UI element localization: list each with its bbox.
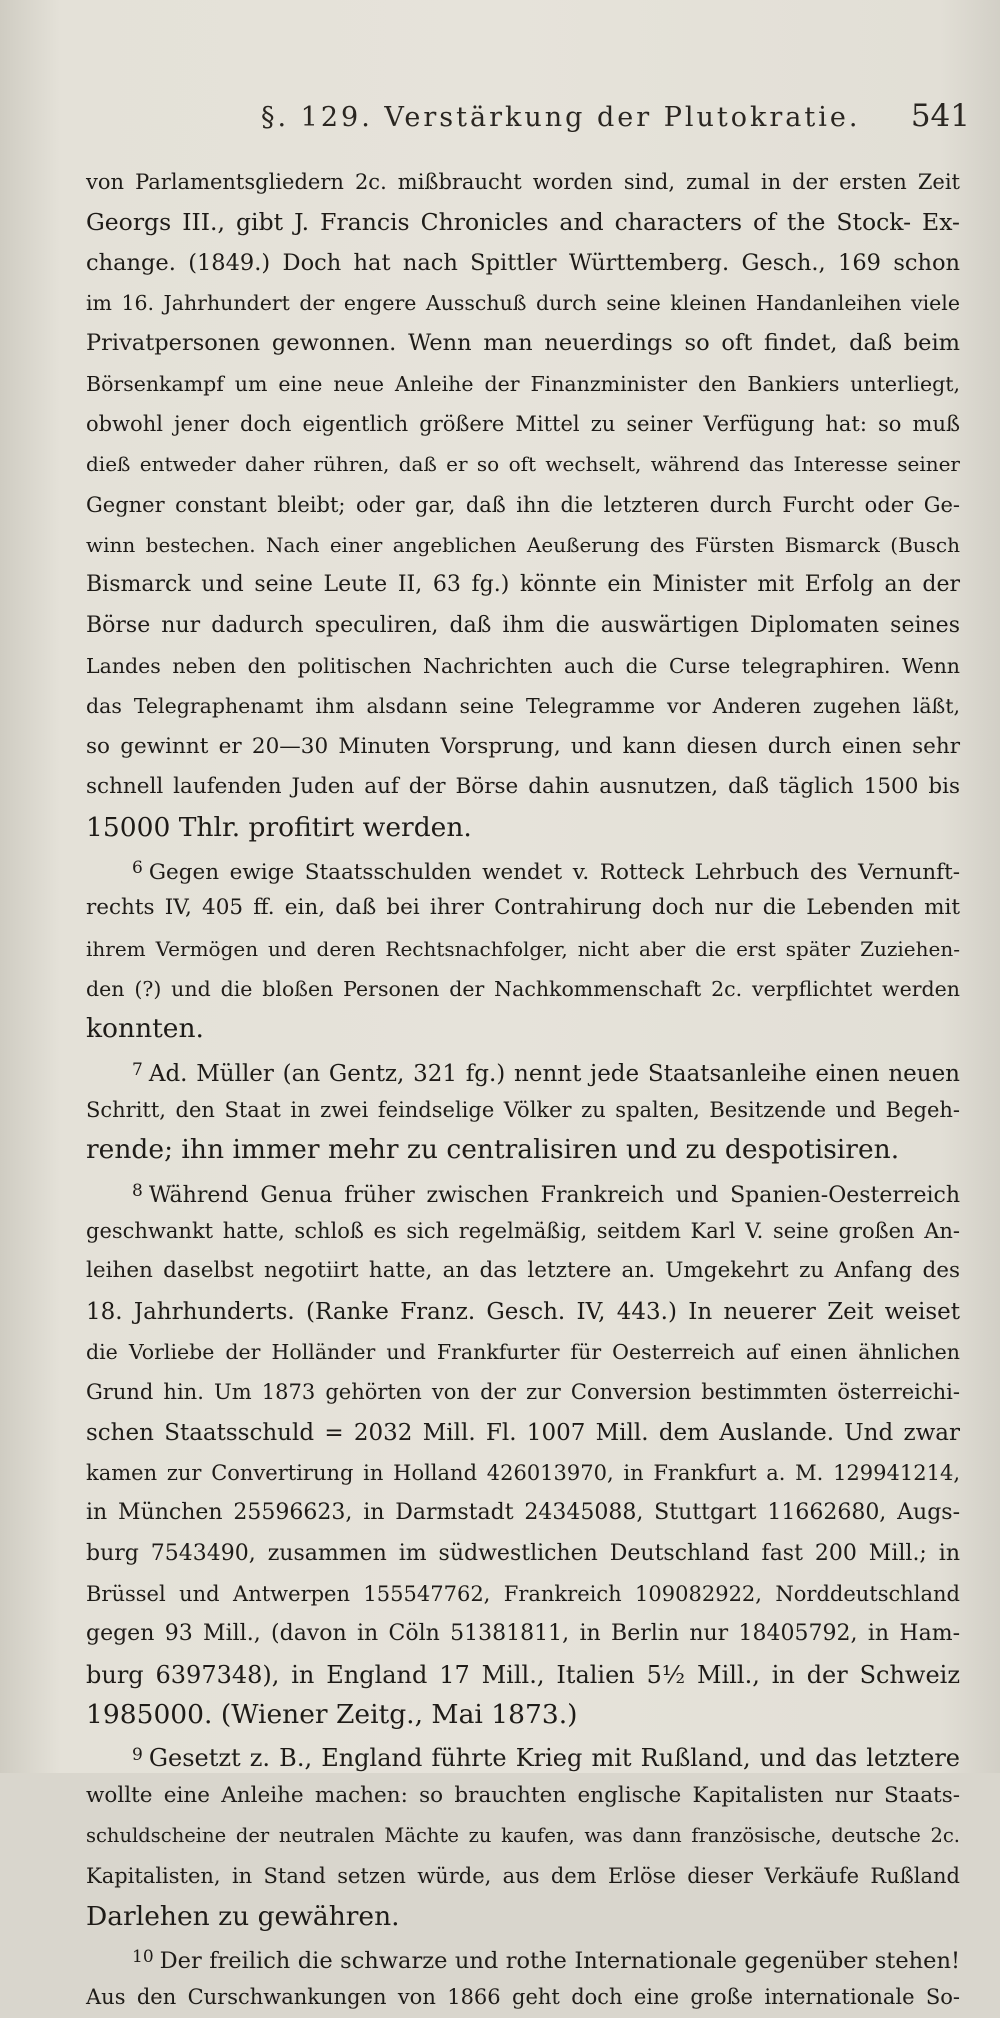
footnote-line	[86, 848, 960, 888]
text-line	[86, 1493, 960, 1533]
footnote-line	[86, 1937, 960, 1977]
line-text: im 16. Jahrhundert der engere Ausschuß durch seine kleinen Handanleihen viele	[86, 291, 960, 316]
text-line	[86, 1332, 960, 1372]
text-line	[86, 727, 960, 767]
footnote-marker: 6	[132, 857, 143, 878]
text-line	[86, 485, 960, 525]
line-text: Aus den Curschwankungen von 1866 geht doch eine große internationale So-	[86, 1985, 960, 2010]
line-text: Gegen ewige Staatsschulden wendet v. Rotteck Lehrbuch des Vernunft-	[148, 859, 960, 885]
text-line	[86, 1897, 960, 1937]
line-text: konnten.	[86, 1013, 204, 1045]
line-text: leihen daselbst negotiirt hatte, an das letztere an. Umgekehrt zu Anfang des	[86, 1258, 960, 1284]
line-text: Börse nur dadurch speculiren, daß ihm die auswärtigen Diplomaten seines	[86, 612, 960, 638]
section-title: §. 129. Verstärkung der Plutokratie.	[261, 102, 861, 133]
line-text: wollte eine Anleihe machen: so brauchten englische Kapitalisten nur Staats-	[86, 1782, 960, 1808]
text-line	[86, 686, 960, 726]
line-text: Ad. Müller (an Gentz, 321 fg.) nennt jede Staatsanleihe einen neuen	[148, 1060, 960, 1087]
line-text: Kapitalisten, in Stand setzen würde, aus dem Erlöse dieser Verkäufe Rußland	[86, 1864, 960, 1889]
line-text: Börsenkampf um eine neue Anleihe der Finanzminister den Bankiers unterliegt,	[86, 371, 960, 396]
line-text: die Vorliebe der Holländer und Frankfurter für Oesterreich auf einen ähnlichen	[86, 1339, 960, 1364]
text-line	[86, 1776, 960, 1816]
line-text: Landes neben den politischen Nachrichten auch die Curse telegraphiren. Wenn	[86, 654, 960, 679]
line-text: so gewinnt er 20—30 Minuten Vorsprung, und kann diesen durch einen sehr	[86, 733, 960, 759]
footnote-marker: 7	[132, 1059, 143, 1080]
footnote-marker: 9	[132, 1745, 143, 1766]
line-text: schnell laufenden Juden auf der Börse dahin ausnutzen, daß täglich 1500 bis	[86, 774, 960, 800]
line-text: dieß entweder daher rühren, daß er so oft wechselt, während das Interesse seiner	[86, 452, 960, 477]
footnote-line	[86, 1735, 960, 1775]
line-text: Gegner constant bleibt; oder gar, daß ihn die letzteren durch Furcht oder Ge-	[86, 492, 960, 517]
text-line	[86, 1695, 960, 1735]
page-number: 541	[910, 98, 970, 134]
line-text: Während Genua früher zwischen Frankreich und Spanien-Oesterreich	[148, 1182, 960, 1208]
text-line	[86, 1453, 960, 1493]
line-text: Schritt, den Staat in zwei feindselige Völker zu spalten, Besitzende und Begeh-	[86, 1097, 960, 1122]
line-text: 15000 Thlr. profitirt werden.	[86, 811, 472, 843]
text-line	[86, 606, 960, 646]
footnote-line	[86, 1050, 960, 1090]
line-text: Darlehen zu gewähren.	[86, 1900, 400, 1932]
line-text: kamen zur Convertirung in Holland 426013970, in Frankfurt a. M. 129941214,	[86, 1461, 960, 1485]
line-text: Privatpersonen gewonnen. Wenn man neuerdings so oft findet, daß beim	[86, 330, 960, 357]
line-text: Brüssel und Antwerpen 155547762, Frankreich 109082922, Norddeutschland	[86, 1582, 960, 1607]
text-line	[86, 1292, 960, 1332]
line-text: rende; ihn immer mehr zu centralisiren und zu despotisiren.	[86, 1134, 900, 1166]
text-line	[86, 1090, 960, 1130]
text-line	[86, 364, 960, 404]
text-line	[86, 646, 960, 686]
text-line	[86, 162, 960, 202]
line-text: gegen 93 Mill., (davon in Cöln 51381811, in Berlin nur 18405792, in Ham-	[86, 1621, 960, 1647]
line-text: von Parlamentsgliedern 2c. mißbraucht worden sind, zumal in der ersten Zeit	[86, 170, 960, 194]
text-line	[86, 323, 960, 363]
line-text: 18. Jahrhunderts. (Ranke Franz. Gesch. IV, 443.) In neuerer Zeit weiset	[86, 1298, 960, 1325]
line-text: obwohl jener doch eigentlich größere Mittel zu seiner Verfügung hat: so muß	[86, 412, 960, 437]
footnote-marker: 10	[132, 1947, 154, 1968]
text-line	[86, 1856, 960, 1896]
text-line	[86, 888, 960, 928]
line-text: Gesetzt z. B., England führte Krieg mit Rußland, und das letztere	[148, 1744, 960, 1773]
text-line	[86, 404, 960, 444]
line-text: schen Staatsschuld = 2032 Mill. Fl. 1007 Mill. dem Auslande. Und zwar	[86, 1419, 960, 1446]
line-text: Grund hin. Um 1873 gehörten von der zur Conversion bestimmten österreichi-	[86, 1380, 960, 1405]
text-line	[86, 243, 960, 283]
line-text: das Telegraphenamt ihm alsdann seine Telegramme vor Anderen zugehen läßt,	[86, 694, 960, 719]
line-text: burg 7543490, zusammen im südwestlichen Deutschland fast 200 Mill.; in	[86, 1540, 960, 1566]
line-text: Bismarck und seine Leute II, 63 fg.) könnte ein Minister mit Erfolg an der	[86, 572, 960, 598]
text-line	[86, 1372, 960, 1412]
line-text: burg 6397348), in England 17 Mill., Italien 5½ Mill., in der Schweiz	[86, 1660, 960, 1689]
footnote-marker: 8	[132, 1180, 143, 1201]
line-text: 1985000. (Wiener Zeitg., Mai 1873.)	[86, 1699, 578, 1731]
body-text	[86, 162, 960, 2018]
line-text: schuldscheine der neutralen Mächte zu kaufen, was dann französische, deutsche 2c.	[86, 1824, 960, 1848]
line-text: rechts IV, 405 ff. ein, daß bei ihrer Contrahirung doch nur die Lebenden mit	[86, 895, 960, 921]
text-line	[86, 565, 960, 605]
footnote-line	[86, 1171, 960, 1211]
text-line	[86, 1977, 960, 2017]
text-line	[86, 1574, 960, 1614]
text-line	[86, 929, 960, 969]
line-text: geschwankt hatte, schloß es sich regelmäßig, seitdem Karl V. seine großen An-	[86, 1218, 960, 1243]
text-line	[86, 283, 960, 323]
line-text: Der freilich die schwarze und rothe Internationale gegenüber stehen!	[159, 1948, 960, 1975]
text-line	[86, 1816, 960, 1856]
text-line	[86, 1655, 960, 1695]
text-line	[86, 444, 960, 484]
line-text: in München 25596623, in Darmstadt 24345088, Stuttgart 11662680, Augs-	[86, 1500, 960, 1526]
text-line	[86, 1614, 960, 1654]
text-line	[86, 1009, 960, 1049]
text-line	[86, 525, 960, 565]
line-text: change. (1849.) Doch hat nach Spittler Württemberg. Gesch., 169 schon	[86, 249, 960, 276]
line-text: ihrem Vermögen und deren Rechtsnachfolger, nicht aber die erst später Zuziehen-	[86, 936, 960, 961]
text-line	[86, 1413, 960, 1453]
text-line	[86, 1211, 960, 1251]
line-text: Georgs III., gibt J. Francis Chronicles and characters of the Stock- Ex-	[86, 208, 960, 237]
text-line	[86, 1534, 960, 1574]
running-header	[86, 98, 970, 146]
text-line	[86, 969, 960, 1009]
text-line	[86, 767, 960, 807]
text-line	[86, 1251, 960, 1291]
text-line	[86, 808, 960, 848]
text-line	[86, 1130, 960, 1170]
line-text: den (?) und die bloßen Personen der Nachkommenschaft 2c. verpflichtet werden	[86, 976, 960, 1001]
text-line	[86, 202, 960, 242]
line-text: winn bestechen. Nach einer angeblichen Aeußerung des Fürsten Bismarck (Busch	[86, 533, 960, 558]
